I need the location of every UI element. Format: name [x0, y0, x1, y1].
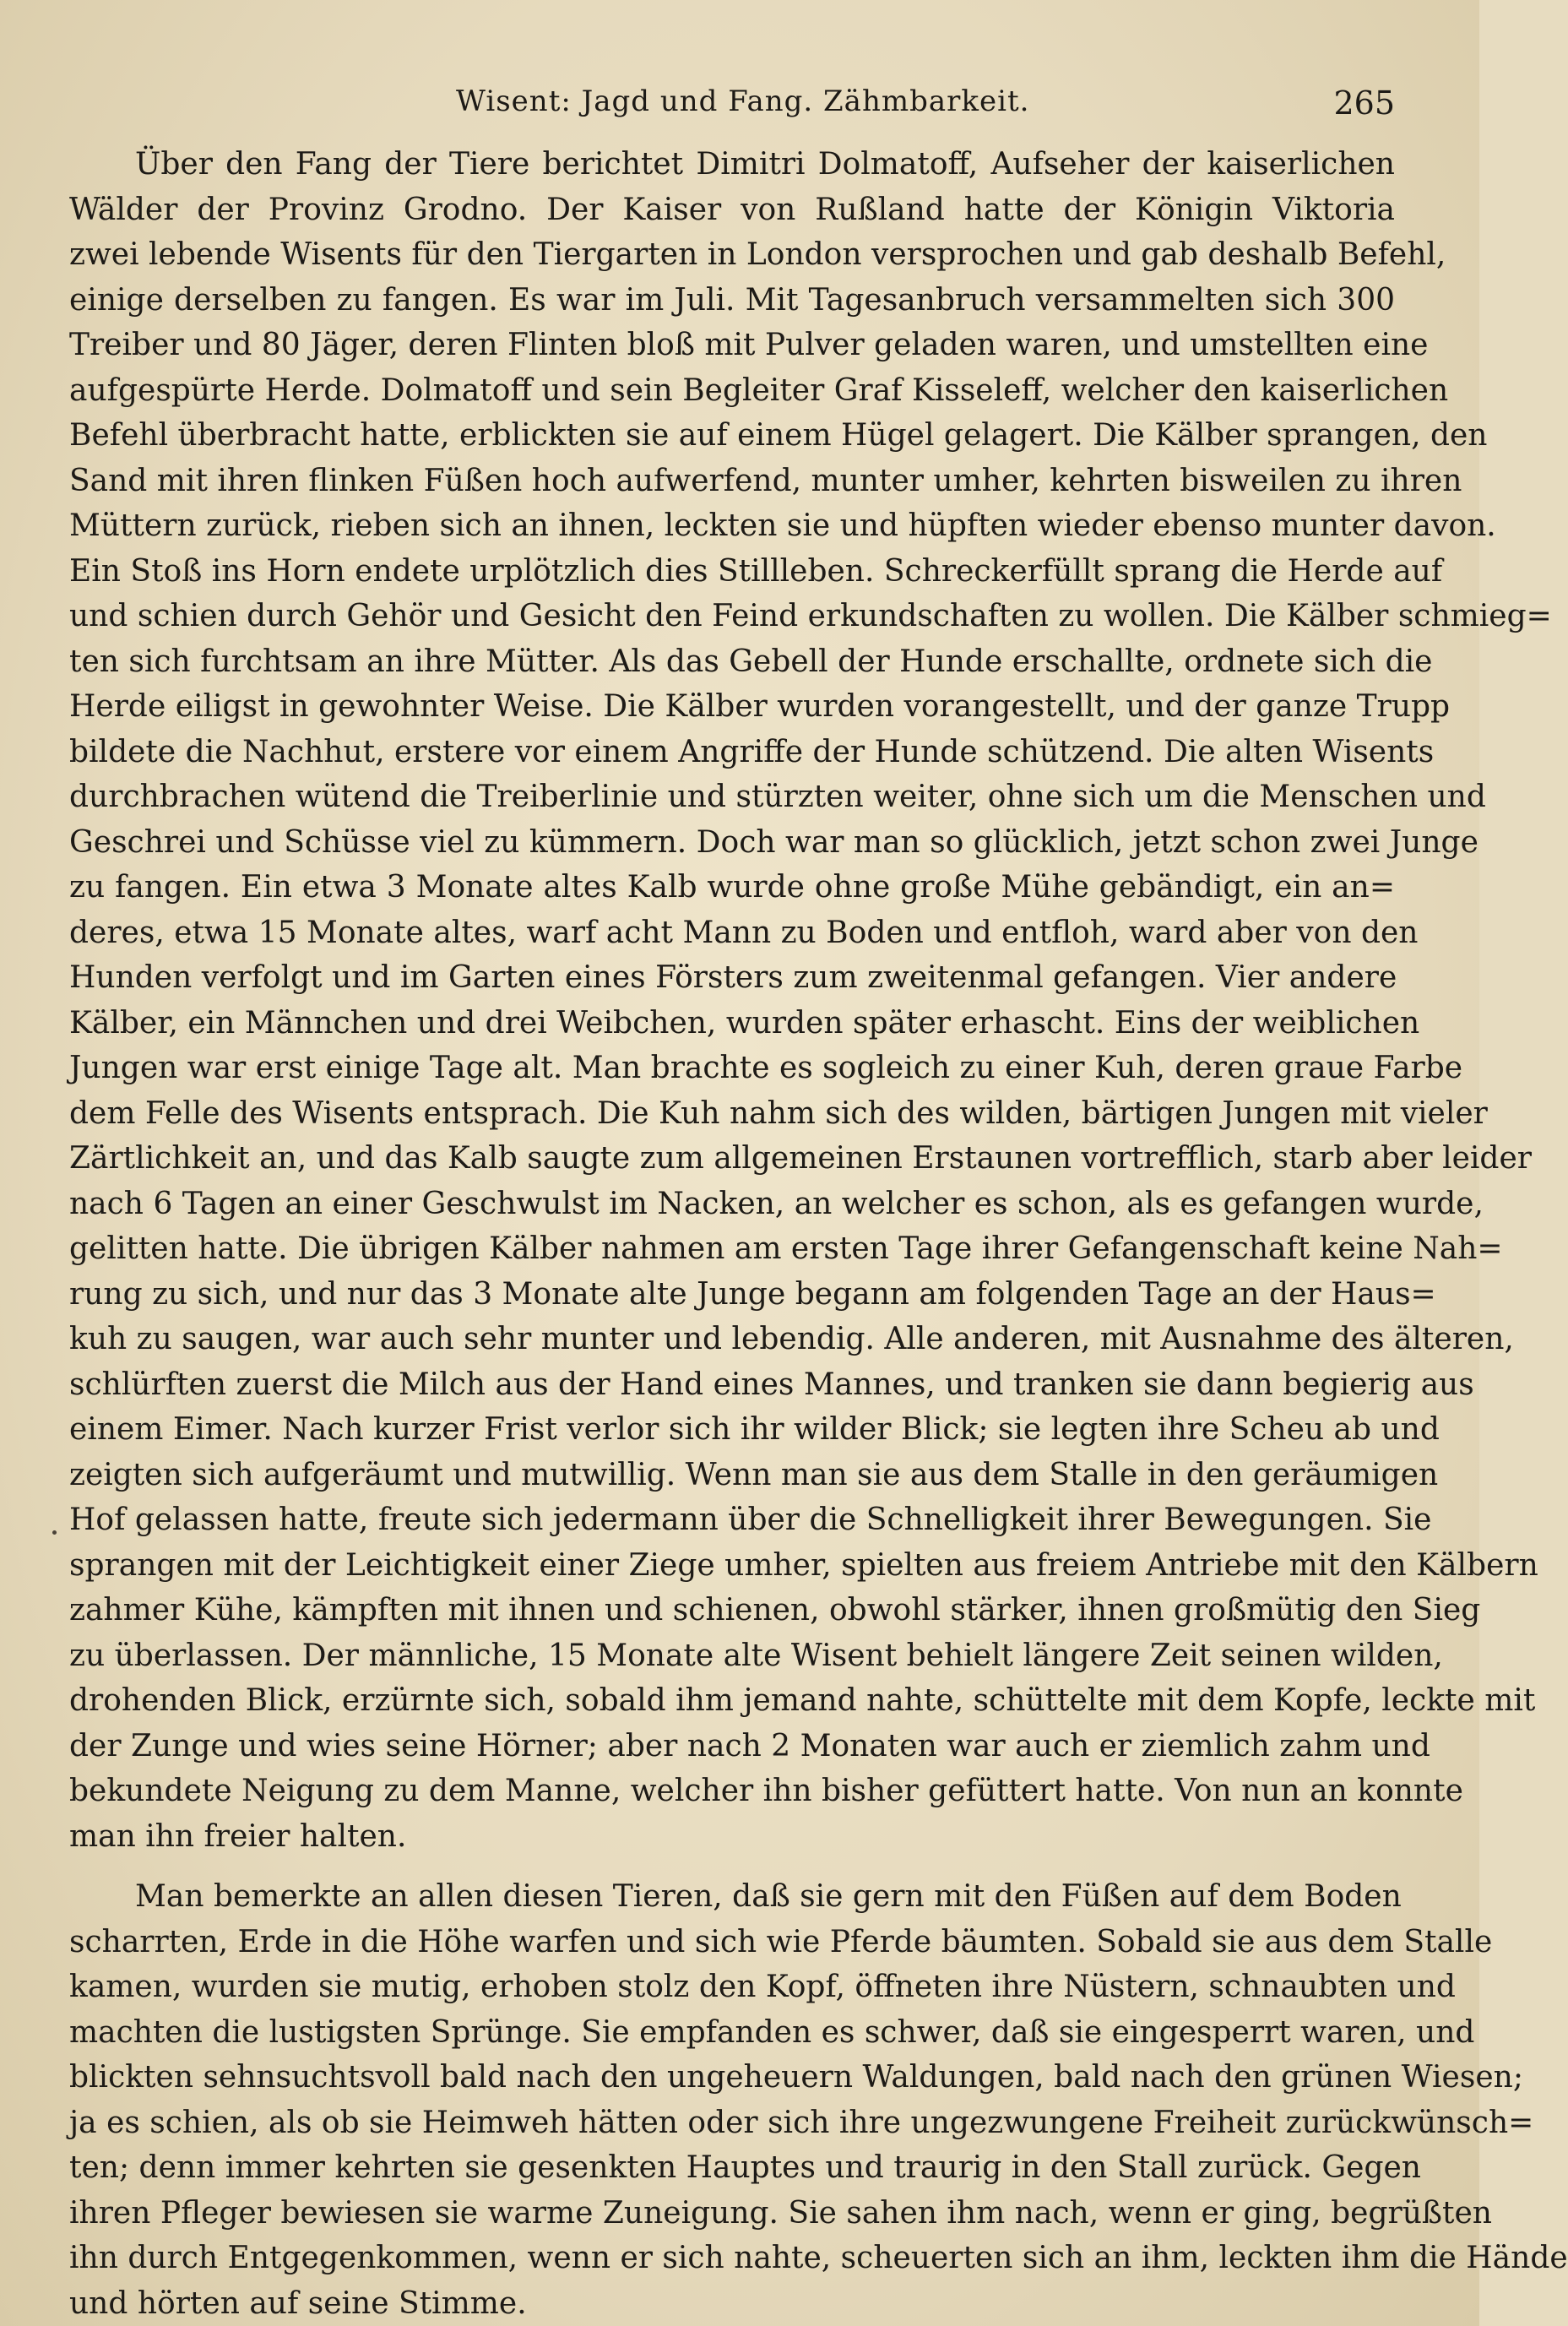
text-line: zahmer Kühe, kämpften mit ihnen und schienen, obwohl stärker, ihnen großmütig den Sieg [69, 1593, 1481, 1628]
text-line: kamen, wurden sie mutig, erhoben stolz den Kopf, öffneten ihre Nüstern, schnaubten und [69, 1970, 1456, 2004]
text-line: ja es schien, als ob sie Heimweh hätten oder sich ihre ungezwungene Freiheit zurückwünsch= [69, 2105, 1534, 2140]
text-line: bekundete Neigung zu dem Manne, welcher ihn bisher gefüttert hatte. Von nun an konnte [69, 1774, 1463, 1808]
text-line: ten; denn immer kehrten sie gesenkten Hauptes und traurig in den Stall zurück. Gegen [69, 2150, 1421, 2185]
text-line: Hunden verfolgt und im Garten eines Försters zum zweitenmal gefangen. Vier andere [69, 960, 1397, 995]
text-line: rung zu sich, und nur das 3 Monate alte Junge begann am folgenden Tage an der Haus= [69, 1276, 1436, 1312]
text-line: zwei lebende Wisents für den Tiergarten in London versprochen und gab deshalb Befehl, [69, 237, 1446, 272]
text-line: bildete die Nachhut, erstere vor einem Angriffe der Hunde schützend. Die alten Wisents [69, 734, 1435, 769]
text-line: Jungen war erst einige Tage alt. Man brachte es sogleich zu einer Kuh, deren graue Farbe [69, 1051, 1463, 1085]
text-line: machten die lustigsten Sprünge. Sie empfanden es schwer, daß sie eingesperrt waren, und [69, 2014, 1475, 2050]
text-line: Kälber, ein Männchen und drei Weibchen, wurden später erhascht. Eins der weiblichen [69, 1005, 1420, 1041]
text-line: Treiber und 80 Jäger, deren Flinten bloß mit Pulver geladen waren, und umstellten eine [69, 328, 1429, 362]
text-line: der Zunge und wies seine Hörner; aber nach 2 Monaten war auch er ziemlich zahm und [69, 1728, 1430, 1764]
text-line: kuh zu saugen, war auch sehr munter und lebendig. Alle anderen, mit Ausnahme des älteren, [69, 1322, 1514, 1356]
text-line: scharrten, Erde in die Höhe warfen und sich wie Pferde bäumten. Sobald sie aus dem Stalle [69, 1924, 1493, 1959]
text-line: Müttern zurück, rieben sich an ihnen, leckten sie und hüpften wieder ebenso munter davon. [69, 508, 1496, 543]
text-line: ten sich furchtsam an ihre Mütter. Als das Gebell der Hunde erschallte, ordnete sich die [69, 644, 1433, 679]
paragraph-gap [69, 1859, 1395, 1874]
text-line: Über den Fang der Tiere berichtet Dimitri Dolmatoff, Aufseher der kaiserlichen [135, 147, 1395, 182]
text-line: zeigten sich aufgeräumt und mutwillig. Wenn man sie aus dem Stalle in den geräumigen [69, 1457, 1439, 1492]
text-line: Sand mit ihren flinken Füßen hoch aufwerfend, munter umher, kehrten bisweilen zu ihren [69, 463, 1462, 498]
text-line: Hof gelassen hatte, freute sich jedermann über die Schnelligkeit ihrer Bewegungen. Sie [69, 1503, 1432, 1537]
running-title: Wisent: Jagd und Fang. Zähmbarkeit. [456, 84, 1030, 118]
text-line: ihn durch Entgegenkommen, wenn er sich nahte, scheuerten sich an ihm, leckten ihm die Hände [69, 2241, 1568, 2275]
margin-speck [52, 1530, 57, 1535]
text-line: zu fangen. Ein etwa 3 Monate altes Kalb wurde ohne große Mühe gebändigt, ein an= [69, 870, 1395, 905]
text-line: nach 6 Tagen an einer Geschwulst im Nacken, an welcher es schon, als es gefangen wurde, [69, 1186, 1484, 1221]
text-line: Geschrei und Schüsse viel zu kümmern. Doch war man so glücklich, jetzt schon zwei Junge [69, 824, 1478, 860]
text-line: drohenden Blick, erzürnte sich, sobald ihm jemand nahte, schüttelte mit dem Kopfe, leckte mit [69, 1683, 1536, 1718]
paragraph [69, 142, 1552, 1859]
text-line: durchbrachen wütend die Treiberlinie und stürzten weiter, ohne sich um die Menschen und [69, 780, 1486, 814]
body-text [69, 142, 1568, 2326]
text-line: Man bemerkte an allen diesen Tieren, daß sie gern mit den Füßen auf dem Boden [135, 1879, 1402, 1914]
text-line: blickten sehnsuchtsvoll bald nach den ungeheuern Waldungen, bald nach den grünen Wiesen; [69, 2060, 1523, 2095]
text-line: dem Felle des Wisents entsprach. Die Kuh nahm sich des wilden, bärtigen Jungen mit vieler [69, 1095, 1488, 1131]
text-line: Zärtlichkeit an, und das Kalb saugte zum allgemeinen Erstaunen vortrefflich, starb aber leider [69, 1141, 1532, 1176]
text-line: Ein Stoß ins Horn endete urplötzlich dies Stillleben. Schreckerfüllt sprang die Herde auf [69, 553, 1443, 589]
text-line: zu überlassen. Der männliche, 15 Monate alte Wisent behielt längere Zeit seinen wilden, [69, 1638, 1443, 1673]
text-line: aufgespürte Herde. Dolmatoff und sein Begleiter Graf Kisseleff, welcher den kaiserlichen [69, 372, 1449, 408]
text-line: einige derselben zu fangen. Es war im Juli. Mit Tagesanbruch versammelten sich 300 [69, 282, 1395, 318]
text-line: und hörten auf seine Stimme. [69, 2285, 527, 2321]
text-line: Befehl überbracht hatte, erblickten sie auf einem Hügel gelagert. Die Kälber sprangen, den [69, 418, 1488, 453]
text-line: gelitten hatte. Die übrigen Kälber nahmen am ersten Tage ihrer Gefangenschaft keine Nah= [69, 1231, 1503, 1266]
text-line: und schien durch Gehör und Gesicht den Feind erkundschaften zu wollen. Die Kälber schmieg= [69, 599, 1552, 633]
text-line: deres, etwa 15 Monate altes, warf acht Mann zu Boden und entfloh, ward aber von den [69, 915, 1419, 950]
text-line: man ihn freier halten. [69, 1818, 407, 1854]
text-line: Wälder der Provinz Grodno. Der Kaiser von Rußland hatte der Königin Viktoria [69, 192, 1395, 227]
paragraph [69, 1874, 1568, 2326]
text-line: ihren Pfleger bewiesen sie warme Zuneigung. Sie sahen ihm nach, wenn er ging, begrüßten [69, 2195, 1492, 2231]
page-number: 265 [1333, 84, 1395, 122]
text-line: einem Eimer. Nach kurzer Frist verlor sich ihr wilder Blick; sie legten ihre Scheu ab und [69, 1412, 1440, 1447]
text-line: schlürften zuerst die Milch aus der Hand eines Mannes, und tranken sie dann begierig aus [69, 1367, 1474, 1402]
text-line: sprangen mit der Leichtigkeit einer Ziege umher, spielten aus freiem Antriebe mit den Kälbern [69, 1547, 1538, 1583]
text-line: Herde eiligst in gewohnter Weise. Die Kälber wurden vorangestellt, und der ganze Trupp [69, 689, 1451, 724]
